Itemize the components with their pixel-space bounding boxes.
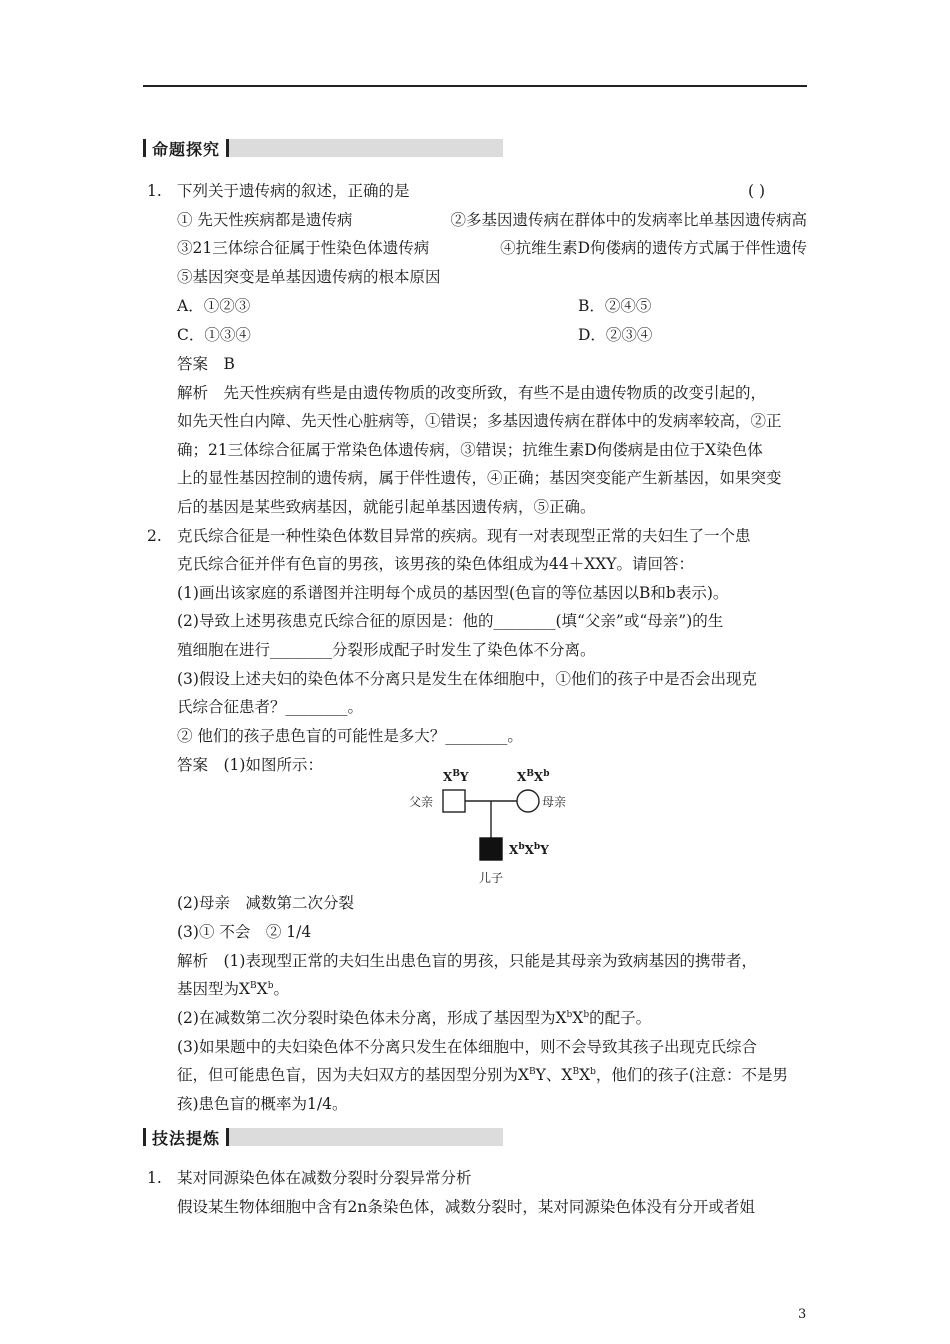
q2-stem-line-2: 克氏综合征并伴有色盲的男孩，该男孩的染色体组成为44＋XXY。请回答： <box>177 555 695 573</box>
mother-circle-symbol <box>517 790 539 812</box>
q2-answer2: (2)母亲 减数第二次分裂 <box>177 894 354 912</box>
statement-2: ②多基因遗传病在群体中的发病率比单基因遗传病高 <box>450 211 807 229</box>
q1-analysis-line-2: 如先天性白内障、先天性心脏病等，①错误；多基因遗传病在群体中的发病率较高，②正 <box>177 412 782 430</box>
section-title: 技法提炼 <box>152 1128 221 1148</box>
q2-sub2-line-1: (2)导致上述男孩患克氏综合征的原因是：他的________(填“父亲”或“母亲”)的生 <box>177 612 724 630</box>
q2-sub1: (1)画出该家庭的系谱图并注明每个成员的基因型(色盲的等位基因以B和b表示)。 <box>177 584 729 602</box>
q2-sub3-line-1: (3)假设上述夫妇的染色体不分离只是发生在体细胞中，①他们的孩子中是否会出现克 <box>177 670 757 688</box>
t1-number: 1. <box>147 1169 162 1187</box>
t1-text: 假设某生物体细胞中含有2n条染色体，减数分裂时，某对同源染色体没有分开或者姐 <box>177 1198 755 1216</box>
mother-genotype: $X^BX^b$ <box>517 769 550 784</box>
q2-sub2-line-2: 殖细胞在进行________分裂形成配子时发生了染色体不分离。 <box>177 641 596 659</box>
q1-analysis-line-4: 上的显性基因控制的遗传病，属于伴性遗传，④正确；基因突变能产生新基因，如果突变 <box>177 469 782 487</box>
son-label: 儿子 <box>479 871 504 885</box>
statement-1: ① 先天性疾病都是遗传病 <box>177 211 353 229</box>
t1-title: 某对同源染色体在减数分裂时分裂异常分析 <box>177 1169 472 1187</box>
q1-number: 1. <box>147 182 162 200</box>
page-number: 3 <box>798 1307 807 1322</box>
q1-analysis-line-5: 后的基因是某些致病基因，就能引起单基因遗传病，⑤正确。 <box>177 498 596 516</box>
son-genotype: $X^bX^bY$ <box>509 842 549 857</box>
q1-option-d: D．②③④ <box>578 326 653 344</box>
q2-stem-line-1: 克氏综合征是一种性染色体数目异常的疾病。现有一对表现型正常的夫妇生了一个患 <box>177 527 751 545</box>
section-header-mingtitanjiu <box>143 138 503 158</box>
section-title: 命题探究 <box>152 139 221 159</box>
q2-analysis-3c: 孩)患色盲的概率为1/4。 <box>177 1095 348 1113</box>
q2-number: 2. <box>147 527 162 545</box>
section-fill <box>229 139 503 157</box>
q1-stem: 下列关于遗传病的叙述，正确的是 <box>177 182 410 200</box>
statement-3: ③21三体综合征属于性染色体遗传病 <box>177 239 430 257</box>
son-affected-square-symbol <box>480 838 502 860</box>
top-rule <box>143 85 807 87</box>
pedigree-diagram <box>405 768 585 890</box>
q1-answer: 答案 B <box>177 355 235 373</box>
q1-option-c: C．①③④ <box>177 326 251 344</box>
statement-4: ④抗维生素D佝偻病的遗传方式属于伴性遗传 <box>500 239 807 257</box>
q2-answer-intro: 答案 (1)如图所示： <box>177 756 323 774</box>
q2-analysis-1a: 解析 (1)表现型正常的夫妇生出患色盲的男孩，只能是其母亲为致病基因的携带者， <box>177 952 757 970</box>
q1-statement-row-1 <box>177 210 807 230</box>
father-genotype: $X^BY$ <box>443 769 469 784</box>
statement-5: ⑤基因突变是单基因遗传病的根本原因 <box>177 268 441 286</box>
q1-option-a: A．①②③ <box>177 297 251 315</box>
father-label: 父亲 <box>409 795 434 809</box>
q2-analysis-3a: (3)如果题中的夫妇染色体不分离只发生在体细胞中，则不会导致其孩子出现克氏综合 <box>177 1038 757 1056</box>
father-square-symbol <box>443 790 465 812</box>
q1-analysis-line-1: 解析 先天性疾病有些是由遗传物质的改变所致，有些不是由遗传物质的改变引起的， <box>177 384 767 402</box>
mother-label: 母亲 <box>542 795 567 809</box>
section-header-jifatilian <box>143 1127 503 1147</box>
q1-analysis-line-3: 确；21三体综合征属于常染色体遗传病，③错误；抗维生素D佝偻病是由位于X染色体 <box>177 441 763 459</box>
q2-analysis-2: (2)在减数第二次分裂时染色体未分离，形成了基因型为$X^bX^b$的配子。 <box>177 1009 652 1027</box>
section-fill <box>229 1128 503 1146</box>
q1-statement-row-2 <box>177 238 807 258</box>
q2-sub3-line-3: ② 他们的孩子患色盲的可能性是多大？________。 <box>177 727 523 745</box>
q2-analysis-3b: 征，但可能患色盲，因为夫妇双方的基因型分别为$X^BY$、$X^BX^b$，他们的孩子(注意：不是男 <box>177 1066 788 1084</box>
q2-analysis-1b: 基因型为$X^BX^b$。 <box>177 980 289 998</box>
q1-option-b: B．②④⑤ <box>578 297 652 315</box>
q1-bracket: ( ) <box>748 182 766 200</box>
q2-sub3-line-2: 氏综合征患者？________。 <box>177 698 364 716</box>
q2-answer3: (3)① 不会 ② 1/4 <box>177 923 312 941</box>
